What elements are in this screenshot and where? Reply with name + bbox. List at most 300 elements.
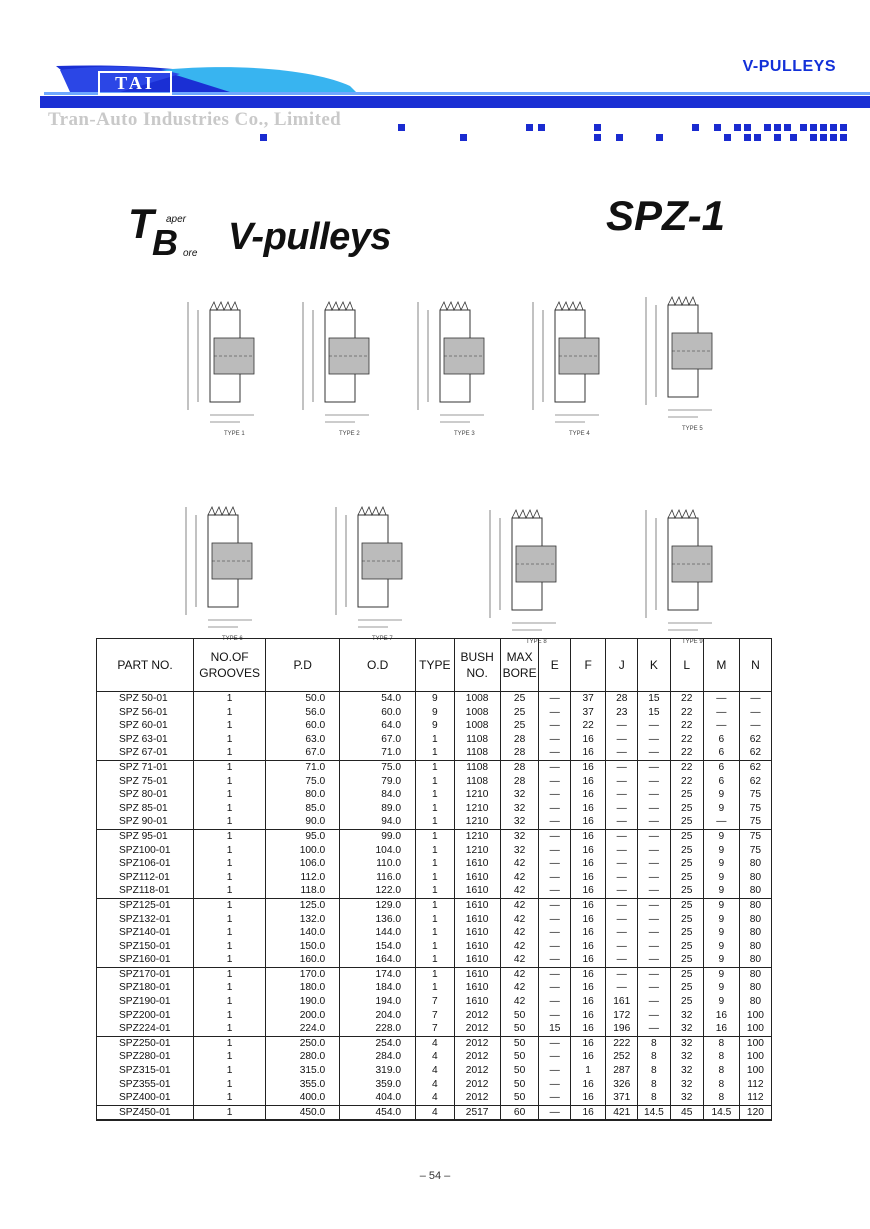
table-cell: 25	[670, 898, 703, 912]
table-cell: —	[606, 719, 638, 733]
table-cell: 16	[571, 802, 606, 816]
table-cell: 1	[416, 913, 455, 927]
pulley-diagram-type-5	[646, 297, 712, 432]
table-cell: —	[539, 913, 571, 927]
table-cell: —	[606, 884, 638, 898]
table-cell: 6	[703, 760, 739, 774]
table-cell: 50	[500, 1078, 539, 1092]
table-cell: 1	[194, 857, 266, 871]
table-cell: —	[606, 940, 638, 954]
table-cell: —	[638, 844, 670, 858]
table-cell: —	[606, 967, 638, 981]
table-cell: 75	[739, 815, 771, 829]
table-cell: —	[606, 802, 638, 816]
table-cell: 94.0	[340, 815, 416, 829]
table-cell: SPZ190-01	[97, 995, 194, 1009]
table-row	[97, 733, 772, 747]
table-cell: —	[739, 692, 771, 706]
table-cell: SPZ 67-01	[97, 746, 194, 760]
table-cell: 71.0	[266, 760, 340, 774]
table-cell: 1	[416, 733, 455, 747]
table-cell: —	[539, 967, 571, 981]
table-cell: SPZ106-01	[97, 857, 194, 871]
table-cell: 1	[416, 898, 455, 912]
table-cell: —	[606, 733, 638, 747]
table-cell: 1008	[454, 706, 500, 720]
table-row	[97, 1105, 772, 1120]
table-cell: —	[638, 953, 670, 967]
table-cell: 1	[194, 981, 266, 995]
table-cell: 42	[500, 953, 539, 967]
table-cell: SPZ 80-01	[97, 788, 194, 802]
table-cell: 1	[194, 1050, 266, 1064]
table-cell: 170.0	[266, 967, 340, 981]
table-cell: 2012	[454, 1091, 500, 1105]
table-cell: 400.0	[266, 1091, 340, 1105]
pulley-diagram-type-9	[646, 510, 712, 645]
table-cell: —	[539, 1091, 571, 1105]
table-cell: —	[606, 815, 638, 829]
table-cell: 1	[194, 898, 266, 912]
table-cell: 42	[500, 995, 539, 1009]
table-cell: 85.0	[266, 802, 340, 816]
table-cell: 95.0	[266, 829, 340, 843]
table-cell: —	[539, 1105, 571, 1120]
table-cell: 1	[416, 981, 455, 995]
table-cell: 50	[500, 1050, 539, 1064]
table-cell: 75	[739, 802, 771, 816]
table-cell: 25	[670, 871, 703, 885]
table-cell: —	[606, 857, 638, 871]
tb-letter-b: B	[152, 222, 178, 263]
table-cell: 42	[500, 967, 539, 981]
table-cell: 100	[739, 1009, 771, 1023]
table-row	[97, 1078, 772, 1092]
table-cell: 25	[670, 844, 703, 858]
table-cell: 22	[670, 706, 703, 720]
table-cell: 32	[670, 1064, 703, 1078]
table-cell: 1108	[454, 746, 500, 760]
table-cell: SPZ140-01	[97, 926, 194, 940]
pulley-diagram-type-2	[303, 302, 369, 437]
table-cell: 252	[606, 1050, 638, 1064]
table-cell: 154.0	[340, 940, 416, 954]
table-cell: 37	[571, 692, 606, 706]
table-cell: 16	[571, 995, 606, 1009]
table-row	[97, 829, 772, 843]
table-cell: 79.0	[340, 775, 416, 789]
table-cell: —	[539, 1036, 571, 1050]
table-cell: 32	[500, 844, 539, 858]
table-cell: 2517	[454, 1105, 500, 1120]
table-cell: SPZ200-01	[97, 1009, 194, 1023]
table-cell: 1	[194, 940, 266, 954]
table-cell: —	[638, 940, 670, 954]
table-cell: —	[539, 815, 571, 829]
spec-table	[96, 638, 772, 1121]
table-cell: 254.0	[340, 1036, 416, 1050]
table-cell: 1610	[454, 995, 500, 1009]
table-cell: 2012	[454, 1064, 500, 1078]
table-cell: SPZ224-01	[97, 1022, 194, 1036]
table-cell: 140.0	[266, 926, 340, 940]
table-cell: 50	[500, 1091, 539, 1105]
table-cell: 15	[638, 692, 670, 706]
table-cell: 16	[571, 981, 606, 995]
table-cell: 8	[638, 1064, 670, 1078]
table-cell: —	[539, 1009, 571, 1023]
table-cell: 1	[194, 953, 266, 967]
table-cell: 25	[500, 692, 539, 706]
table-cell: —	[539, 829, 571, 843]
table-cell: 14.5	[638, 1105, 670, 1120]
column-header: BUSH NO.	[454, 639, 500, 692]
table-cell: 62	[739, 775, 771, 789]
table-cell: 190.0	[266, 995, 340, 1009]
table-cell: 1	[416, 940, 455, 954]
table-cell: 2012	[454, 1009, 500, 1023]
table-cell: 7	[416, 995, 455, 1009]
table-cell: 319.0	[340, 1064, 416, 1078]
table-cell: 22	[670, 746, 703, 760]
table-cell: 56.0	[266, 706, 340, 720]
table-cell: —	[606, 898, 638, 912]
table-cell: 42	[500, 857, 539, 871]
table-cell: 80	[739, 857, 771, 871]
table-cell: 1	[416, 802, 455, 816]
column-header: PART NO.	[97, 639, 194, 692]
table-row	[97, 1050, 772, 1064]
table-cell: 15	[539, 1022, 571, 1036]
table-cell: —	[638, 760, 670, 774]
table-cell: 110.0	[340, 857, 416, 871]
pulley-diagram-type-1	[188, 302, 254, 437]
table-cell: —	[638, 967, 670, 981]
table-cell: 80	[739, 940, 771, 954]
table-cell: 1	[194, 926, 266, 940]
table-cell: 1	[194, 995, 266, 1009]
table-cell: 404.0	[340, 1091, 416, 1105]
page-number: – 54 –	[419, 1170, 451, 1182]
table-cell: —	[606, 981, 638, 995]
table-cell: 1	[194, 1105, 266, 1120]
table-cell: 9	[703, 788, 739, 802]
table-cell: 9	[703, 844, 739, 858]
table-cell: 67.0	[266, 746, 340, 760]
table-cell: 8	[638, 1036, 670, 1050]
logo-text: TAI	[115, 73, 155, 93]
table-cell: —	[539, 995, 571, 1009]
column-header: E	[539, 639, 571, 692]
table-cell: SPZ132-01	[97, 913, 194, 927]
table-row	[97, 1091, 772, 1105]
column-header: F	[571, 639, 606, 692]
table-cell: 42	[500, 898, 539, 912]
table-cell: —	[539, 981, 571, 995]
table-cell: 25	[670, 926, 703, 940]
table-cell: 1210	[454, 788, 500, 802]
table-cell: 16	[571, 857, 606, 871]
table-cell: —	[539, 1078, 571, 1092]
table-cell: —	[539, 871, 571, 885]
table-cell: 161	[606, 995, 638, 1009]
table-cell: 1610	[454, 940, 500, 954]
column-header: N	[739, 639, 771, 692]
type-label: TYPE 4	[569, 431, 590, 437]
table-cell: —	[703, 706, 739, 720]
table-row	[97, 913, 772, 927]
table-cell: 8	[638, 1078, 670, 1092]
table-cell: SPZ170-01	[97, 967, 194, 981]
table-cell: —	[638, 775, 670, 789]
table-cell: 16	[571, 884, 606, 898]
table-cell: 1210	[454, 844, 500, 858]
table-cell: 100	[739, 1022, 771, 1036]
table-cell: 1	[194, 692, 266, 706]
table-cell: SPZ150-01	[97, 940, 194, 954]
table-cell: 25	[500, 706, 539, 720]
table-cell: —	[638, 746, 670, 760]
table-cell: 75.0	[340, 760, 416, 774]
table-cell: 16	[571, 746, 606, 760]
column-header: K	[638, 639, 670, 692]
company-name: Tran-Auto Industries Co., Limited	[48, 109, 342, 130]
table-cell: —	[539, 1050, 571, 1064]
table-cell: 1	[194, 967, 266, 981]
table-row	[97, 995, 772, 1009]
table-cell: 9	[703, 871, 739, 885]
table-cell: 32	[670, 1050, 703, 1064]
table-cell: 6	[703, 746, 739, 760]
table-cell: SPZ118-01	[97, 884, 194, 898]
table-cell: 16	[571, 733, 606, 747]
table-cell: 359.0	[340, 1078, 416, 1092]
table-cell: —	[638, 857, 670, 871]
table-cell: 16	[571, 871, 606, 885]
table-cell: 28	[500, 760, 539, 774]
table-cell: 50.0	[266, 692, 340, 706]
table-cell: 1610	[454, 953, 500, 967]
table-cell: —	[638, 788, 670, 802]
table-row	[97, 746, 772, 760]
column-header: P.D	[266, 639, 340, 692]
table-cell: 16	[571, 1022, 606, 1036]
table-cell: 112	[739, 1078, 771, 1092]
table-cell: —	[539, 788, 571, 802]
table-cell: 1	[194, 746, 266, 760]
table-cell: 25	[670, 981, 703, 995]
table-row	[97, 926, 772, 940]
table-cell: 16	[703, 1022, 739, 1036]
table-cell: —	[539, 884, 571, 898]
table-row	[97, 788, 772, 802]
table-cell: SPZ100-01	[97, 844, 194, 858]
table-cell: 4	[416, 1091, 455, 1105]
table-cell: 421	[606, 1105, 638, 1120]
table-row	[97, 857, 772, 871]
table-cell: 25	[670, 829, 703, 843]
table-cell: 9	[703, 953, 739, 967]
table-row	[97, 1009, 772, 1023]
pulley-diagrams	[160, 280, 760, 645]
table-cell: 6	[703, 733, 739, 747]
table-cell: 64.0	[340, 719, 416, 733]
table-cell: SPZ355-01	[97, 1078, 194, 1092]
table-row	[97, 967, 772, 981]
table-cell: —	[539, 706, 571, 720]
table-cell: 355.0	[266, 1078, 340, 1092]
table-cell: 1	[194, 719, 266, 733]
table-cell: 16	[571, 953, 606, 967]
table-cell: —	[606, 953, 638, 967]
table-cell: 62	[739, 746, 771, 760]
section-tag: V-PULLEYS	[742, 58, 836, 75]
pulley-diagram-type-4	[533, 302, 599, 437]
table-cell: —	[539, 802, 571, 816]
table-cell: 1	[194, 733, 266, 747]
table-cell: —	[539, 733, 571, 747]
table-cell: 100	[739, 1036, 771, 1050]
pulley-diagram-type-3	[418, 302, 484, 437]
table-cell: 16	[571, 760, 606, 774]
table-cell: 32	[670, 1009, 703, 1023]
table-cell: 2012	[454, 1078, 500, 1092]
table-cell: 1	[194, 844, 266, 858]
table-row	[97, 692, 772, 706]
table-cell: 9	[703, 802, 739, 816]
table-cell: SPZ 75-01	[97, 775, 194, 789]
table-cell: 32	[670, 1078, 703, 1092]
table-cell: 80	[739, 884, 771, 898]
table-row	[97, 844, 772, 858]
table-row	[97, 884, 772, 898]
table-cell: 204.0	[340, 1009, 416, 1023]
table-cell: 9	[703, 981, 739, 995]
table-cell: —	[638, 898, 670, 912]
table-cell: 16	[571, 1036, 606, 1050]
table-cell: 1108	[454, 760, 500, 774]
table-cell: 118.0	[266, 884, 340, 898]
table-cell: 50	[500, 1009, 539, 1023]
table-cell: 42	[500, 926, 539, 940]
header-band	[0, 0, 870, 120]
table-row	[97, 953, 772, 967]
table-cell: 84.0	[340, 788, 416, 802]
table-cell: 8	[638, 1050, 670, 1064]
table-cell: 60.0	[266, 719, 340, 733]
table-cell: —	[638, 1009, 670, 1023]
table-cell: SPZ 90-01	[97, 815, 194, 829]
type-label: TYPE 5	[682, 426, 703, 432]
table-cell: 1610	[454, 981, 500, 995]
table-cell: —	[739, 706, 771, 720]
table-cell: 194.0	[340, 995, 416, 1009]
table-cell: —	[739, 719, 771, 733]
table-cell: 22	[670, 760, 703, 774]
table-row	[97, 815, 772, 829]
column-header: MAX BORE	[500, 639, 539, 692]
type-label: TYPE 2	[339, 431, 360, 437]
table-cell: 50	[500, 1022, 539, 1036]
table-cell: 1	[571, 1064, 606, 1078]
table-cell: 160.0	[266, 953, 340, 967]
table-cell: 16	[571, 1050, 606, 1064]
table-cell: 1610	[454, 967, 500, 981]
table-cell: 112	[739, 1091, 771, 1105]
table-cell: 2012	[454, 1036, 500, 1050]
table-cell: SPZ250-01	[97, 1036, 194, 1050]
column-header: O.D	[340, 639, 416, 692]
table-cell: 67.0	[340, 733, 416, 747]
table-cell: 7	[416, 1009, 455, 1023]
table-cell: 25	[670, 940, 703, 954]
table-cell: 16	[571, 1091, 606, 1105]
table-cell: 71.0	[340, 746, 416, 760]
table-cell: 1610	[454, 884, 500, 898]
table-cell: 80	[739, 953, 771, 967]
table-row	[97, 1036, 772, 1050]
table-cell: 8	[703, 1050, 739, 1064]
table-row	[97, 940, 772, 954]
table-cell: 45	[670, 1105, 703, 1120]
type-label: TYPE 3	[454, 431, 475, 437]
pulley-diagram-type-7	[336, 507, 402, 642]
table-cell: 8	[703, 1078, 739, 1092]
table-cell: —	[638, 719, 670, 733]
table-cell: 9	[703, 913, 739, 927]
type-label: TYPE 8	[526, 639, 547, 645]
table-row	[97, 760, 772, 774]
table-cell: 116.0	[340, 871, 416, 885]
table-cell: —	[638, 733, 670, 747]
table-cell: 25	[670, 788, 703, 802]
table-cell: 144.0	[340, 926, 416, 940]
table-cell: 1	[416, 746, 455, 760]
table-cell: 222	[606, 1036, 638, 1050]
table-cell: —	[703, 815, 739, 829]
table-cell: —	[606, 913, 638, 927]
table-cell: 4	[416, 1050, 455, 1064]
table-cell: 75	[739, 788, 771, 802]
table-cell: 9	[703, 940, 739, 954]
table-cell: 224.0	[266, 1022, 340, 1036]
table-cell: 28	[606, 692, 638, 706]
table-cell: SPZ112-01	[97, 871, 194, 885]
table-cell: 1	[194, 775, 266, 789]
table-cell: 100	[739, 1050, 771, 1064]
table-cell: 16	[571, 1009, 606, 1023]
table-cell: 287	[606, 1064, 638, 1078]
table-cell: —	[606, 788, 638, 802]
table-cell: 16	[703, 1009, 739, 1023]
table-cell: —	[606, 746, 638, 760]
table-cell: SPZ125-01	[97, 898, 194, 912]
table-cell: SPZ315-01	[97, 1064, 194, 1078]
table-cell: 454.0	[340, 1105, 416, 1120]
table-cell: SPZ400-01	[97, 1091, 194, 1105]
table-cell: 16	[571, 1105, 606, 1120]
table-cell: 4	[416, 1105, 455, 1120]
table-cell: SPZ160-01	[97, 953, 194, 967]
table-cell: —	[539, 940, 571, 954]
table-cell: 7	[416, 1022, 455, 1036]
table-cell: 1210	[454, 815, 500, 829]
table-cell: 28	[500, 733, 539, 747]
table-cell: —	[606, 871, 638, 885]
table-cell: 75	[739, 844, 771, 858]
table-cell: 200.0	[266, 1009, 340, 1023]
table-cell: 16	[571, 913, 606, 927]
